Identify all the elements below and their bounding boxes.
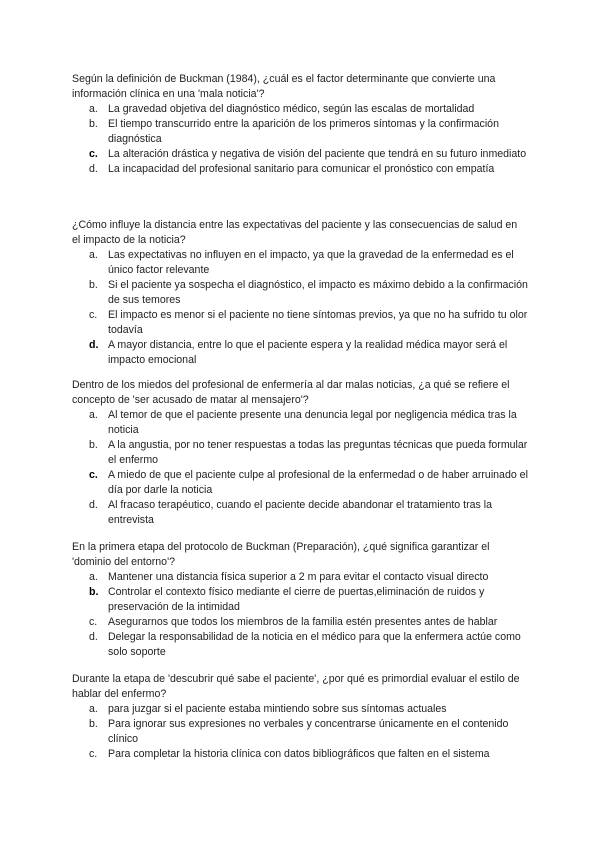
option-d xyxy=(72,338,528,368)
question-stem: En la primera etapa del protocolo de Buckman (Preparación), ¿qué significa garantizar el 'dominio del entorno'? xyxy=(72,541,490,568)
option-letter: c. xyxy=(89,309,98,321)
option-b xyxy=(72,117,528,147)
option-a xyxy=(72,702,528,717)
option-letter: a. xyxy=(89,409,98,421)
option-a xyxy=(72,248,528,278)
option-text: La alteración drástica y negativa de visión del paciente que tendrá en su futuro inmediato xyxy=(108,148,527,160)
option-letter: b. xyxy=(89,586,99,598)
question-1 xyxy=(72,72,528,177)
question-2 xyxy=(72,218,528,368)
option-letter: b. xyxy=(89,279,98,291)
question-3 xyxy=(72,378,528,528)
option-b xyxy=(72,585,528,615)
option-letter: a. xyxy=(89,103,98,115)
question-stem: Según la definición de Buckman (1984), ¿cuál es el factor determinante que convierte una información clínica en una 'mala noticia'? xyxy=(72,73,496,100)
option-text: A miedo de que el paciente culpe al profesional de la enfermedad o de haber arruinado el día por darle la noticia xyxy=(108,469,528,496)
option-text: Controlar el contexto físico mediante el cierre de puertas,eliminación de ruidos y preservación de la intimidad xyxy=(108,586,485,613)
option-a xyxy=(72,570,528,585)
question-4 xyxy=(72,540,528,660)
option-text: Asegurarnos que todos los miembros de la familia estén presentes antes de hablar xyxy=(108,616,498,628)
option-text: La gravedad objetiva del diagnóstico médico, según las escalas de mortalidad xyxy=(108,103,475,115)
option-b xyxy=(72,438,528,468)
option-b xyxy=(72,717,528,747)
option-text: El tiempo transcurrido entre la aparición de los primeros síntomas y la confirmación diagnóstica xyxy=(108,118,499,145)
option-letter: a. xyxy=(89,249,98,261)
option-a xyxy=(72,408,528,438)
option-letter: b. xyxy=(89,118,98,130)
option-c xyxy=(72,147,528,162)
option-text: Delegar la responsabilidad de la noticia en el médico para que la enfermera actúe como solo soporte xyxy=(108,631,521,658)
option-text: Para completar la historia clínica con datos bibliográficos que falten en el sistema xyxy=(108,748,490,760)
question-stem: Dentro de los miedos del profesional de enfermería al dar malas noticias, ¿a qué se refiere el concepto de 'ser acusado de matar al mensajero'? xyxy=(72,379,510,406)
option-text: Las expectativas no influyen en el impacto, ya que la gravedad de la enfermedad es el único factor relevante xyxy=(108,249,514,276)
option-text: para juzgar si el paciente estaba mintiendo sobre sus síntomas actuales xyxy=(108,703,447,715)
option-list xyxy=(72,248,528,368)
option-list xyxy=(72,102,528,177)
option-c xyxy=(72,468,528,498)
question-stem: Durante la etapa de 'descubrir qué sabe el paciente', ¿por qué es primordial evaluar el estilo de hablar del enfermo? xyxy=(72,673,520,700)
option-text: Mantener una distancia física superior a 2 m para evitar el contacto visual directo xyxy=(108,571,489,583)
option-text: A la angustia, por no tener respuestas a todas las preguntas técnicas que pueda formular el enfermo xyxy=(108,439,528,466)
option-letter: c. xyxy=(89,616,98,628)
option-b xyxy=(72,278,528,308)
option-text: La incapacidad del profesional sanitario para comunicar el pronóstico con empatía xyxy=(108,163,495,175)
option-letter: c. xyxy=(89,148,98,160)
option-d xyxy=(72,162,528,177)
option-text: Al fracaso terapéutico, cuando el paciente decide abandonar el tratamiento tras la entrevista xyxy=(108,499,492,526)
option-letter: d. xyxy=(89,631,98,643)
question-5 xyxy=(72,672,528,762)
option-letter: a. xyxy=(89,571,98,583)
option-letter: d. xyxy=(89,499,98,511)
option-text: Si el paciente ya sospecha el diagnóstico, el impacto es máximo debido a la confirmación de sus temores xyxy=(108,279,528,306)
option-c xyxy=(72,308,528,338)
option-letter: d. xyxy=(89,163,98,175)
option-letter: c. xyxy=(89,748,98,760)
option-list xyxy=(72,408,528,528)
question-stem: ¿Cómo influye la distancia entre las expectativas del paciente y las consecuencias de salud en el impacto de la noticia? xyxy=(72,219,518,246)
option-d xyxy=(72,630,528,660)
option-text: A mayor distancia, entre lo que el paciente espera y la realidad médica mayor será el impacto emocional xyxy=(108,339,508,366)
option-c xyxy=(72,747,528,762)
option-d xyxy=(72,498,528,528)
option-list xyxy=(72,702,528,762)
option-text: Para ignorar sus expresiones no verbales y concentrarse únicamente en el contenido clínico xyxy=(108,718,509,745)
option-letter: b. xyxy=(89,718,98,730)
option-letter: b. xyxy=(89,439,98,451)
option-a xyxy=(72,102,528,117)
option-letter: d. xyxy=(89,339,99,351)
option-letter: c. xyxy=(89,469,98,481)
option-text: El impacto es menor si el paciente no tiene síntomas previos, ya que no ha sufrido tu olor todavía xyxy=(108,309,528,336)
option-list xyxy=(72,570,528,660)
option-c xyxy=(72,615,528,630)
option-text: Al temor de que el paciente presente una denuncia legal por negligencia médica tras la noticia xyxy=(108,409,517,436)
option-letter: a. xyxy=(89,703,98,715)
